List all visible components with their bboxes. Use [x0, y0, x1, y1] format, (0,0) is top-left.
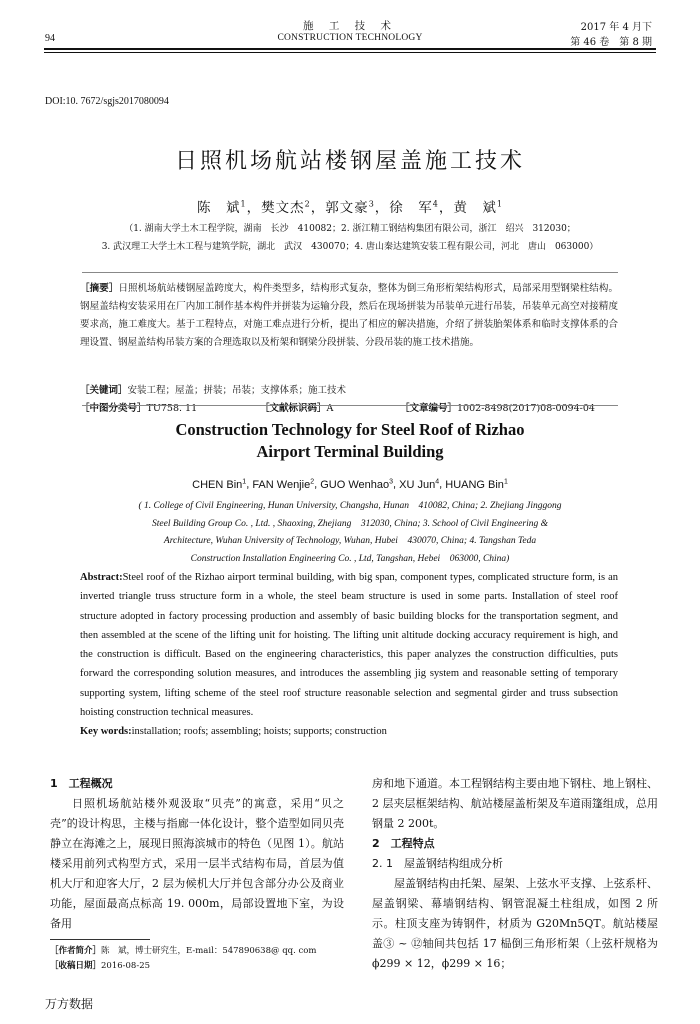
title-en — [0, 419, 700, 463]
affiliation-line: （1. 湖南大学土木工程学院，湖南 长沙 410082；2. 浙江精工钢结构集团有限公司，浙江 绍兴 312030； — [124, 224, 576, 234]
issue-date: 2017 年 4 月下 — [580, 22, 652, 33]
author-en: XU Jun$^4$ — [399, 478, 440, 491]
title-en-line: Construction Technology for Steel Roof of Rizhao — [175, 420, 525, 439]
received-date: 2016-08-25 — [101, 961, 151, 971]
author-cn: 樊文杰$^2$ — [261, 199, 311, 216]
doc-code-label: ［文献标识码］ — [260, 403, 327, 414]
keywords-en-label: Key words — [80, 726, 129, 738]
author-intro: 陈 斌，博士研究生，E-mail：547890638@ qq. com — [101, 946, 317, 956]
author-cn: 黄 斌$^1$ — [453, 199, 503, 216]
keywords-en: installation; roofs; assembling; hoists; supports; construction — [131, 726, 387, 738]
doc-code: A — [326, 403, 334, 414]
affiliation-en-line: Construction Installation Engineering Co. , Ltd, Tangshan, Hebei 063000, China) — [190, 553, 510, 564]
keywords-cn-label: ［关键词］ — [80, 385, 128, 396]
author-en: GUO Wenhao$^3$ — [320, 478, 394, 491]
body-column-left — [50, 774, 344, 934]
author-cn: 陈 斌$^1$ — [197, 199, 247, 216]
article-no-label: ［文章编号］ — [400, 403, 458, 414]
footnote-rule — [50, 939, 150, 940]
abstract-en-label: Abstract — [80, 572, 120, 583]
author-en: HUANG Bin$^1$ — [445, 478, 508, 491]
clc-number: TU758. 11 — [146, 403, 198, 414]
header-rule-thin — [44, 52, 656, 53]
journal-title-cn: 施 工 技 术 — [302, 20, 397, 32]
received-date-label: ［收稿日期］ — [50, 961, 102, 971]
section-heading: 1 工程概况 — [50, 777, 113, 790]
header-rule — [44, 48, 656, 50]
author-en: CHEN Bin$^1$ — [192, 478, 247, 491]
volume-issue: 第 46 卷 第 8 期 — [570, 37, 652, 48]
body-paragraph: 房和地下通道。本工程钢结构主要由地下钢柱、地上钢柱、2 层夹层框架结构、航站楼屋盖桁架及车道雨篷组成，总用钢量 2 200t。 — [372, 777, 658, 830]
page-number: 94 — [45, 33, 55, 44]
author-cn: 徐 军$^4$ — [389, 199, 439, 216]
affiliations-en — [75, 498, 625, 568]
affiliation-en-line: ( 1. College of Civil Engineering, Hunan University, Changsha, Hunan 410082, China; 2. Zhejiang Jinggong — [138, 501, 562, 511]
abstract-cn-label: ［摘要］ — [80, 283, 119, 294]
authors-en: CHEN Bin$^1$, FAN Wenjie$^2$, GUO Wenhao$^3$, XU Jun$^4$, HUANG Bin$^1$ — [192, 478, 508, 491]
doi: DOI:10. 7672/sgjs2017080094 — [45, 96, 169, 107]
abstract-cn — [80, 280, 618, 352]
author-en: FAN Wenjie$^2$ — [252, 478, 315, 491]
body-column-right — [372, 774, 658, 974]
abstract-cn-text: 日照机场航站楼钢屋盖跨度大，构件类型多，结构形式复杂，整体为倒三角形桁架结构形式，局部采用型钢梁柱结构。钢屋盖结构安装采用在厂内加工制作基本构件并拼装为运输分段，然后在现场拼装为吊装单元进行吊装，吊装单元高空对接精度要求高，施工难度大。基于工程特点，对施工难点进行分析，提出了相应的解决措施，介绍了拼装胎架体系和临时支撑体系的合理设置、钢屋盖结构吊装方案的合理选取以及桁架和钢梁分段拼装、分段吊装的施工技术措施。 — [80, 283, 618, 348]
keywords-block-cn — [80, 382, 618, 418]
article-no: 1002-8498(2017)08-0094-04 — [457, 403, 595, 414]
abstract-bottom-rule — [82, 405, 618, 406]
clc-label: ［中图分类号］ — [80, 403, 147, 414]
abstract-top-rule — [82, 272, 618, 273]
authors-cn: 陈 斌$^1$，樊文杰$^2$，郭文豪$^3$，徐 军$^4$，黄 斌$^1$ — [197, 199, 503, 216]
footnote — [50, 944, 316, 974]
author-intro-label: ［作者简介］ — [50, 946, 102, 956]
subsection-heading: 2. 1 屋盖钢结构组成分析 — [372, 857, 503, 870]
author-cn: 郭文豪$^3$ — [325, 199, 375, 216]
title-cn: 日照机场航站楼钢屋盖施工技术 — [174, 149, 525, 174]
body-paragraph: 屋盖钢结构由托架、屋架、上弦水平支撑、上弦系杆、屋盖钢梁、幕墙钢结构、钢管混凝土柱组成，如图 2 所示。柱顶支座为铸钢件，材质为 G20Mn5QT。航站楼屋盖③ ~ ⑫轴间共包括 17 榀倒三角形桁架（上弦杆规格为 ϕ299 × 12，ϕ299 × 16； — [372, 877, 658, 970]
body-paragraph: 日照机场航站楼外观汲取“贝壳”的寓意，采用“贝之壳”的设计构思，主楼与指廊一体化设计，整个造型如同贝壳静立在海滩之上，展现日照海滨城市的特色（见图 1）。航站楼采用前列式构型方式，采用一层半式结构布局，首层为值机大厅和迎客大厅，2 层为候机大厅并包含部分办公及商业功能，屋面最高点标高 19. 000m，局部设置地下室，为设备用 — [50, 797, 344, 930]
keywords-cn: 安装工程；屋盖；拼装；吊装；支撑体系；施工技术 — [127, 385, 347, 396]
section-heading: 2 工程特点 — [372, 837, 435, 850]
watermark: 万方数据 — [45, 997, 94, 1011]
affiliation-line: 3. 武汉理工大学土木工程与建筑学院，湖北 武汉 430070；4. 唐山秦达建筑安装工程有限公司，河北 唐山 063000） — [101, 242, 599, 252]
abstract-en: Abstract:Steel roof of the Rizhao airport terminal building, with big span, component types, complicated structure form, is an inverted triangle truss structure form in a whole, the steel beam structure is used in some parts. Installation of steel roof structure adopted in factory processing production and assembly of basic building blocks for the transportation segment, and then assembled at the scene of the lifting unit for hoisting. The lifting unit altitude docking accuracy requirement is high, and the construction is difficult. Based on the engineering characteristics, this paper analyzes the construction difficulties, puts forward the corresponding solution measures, and introduces the assembling jig system and reasonable setting of temporary supporting system, lifting scheme of the steel roof structure reasonable selection and segmental girder and truss subsection hoisting construction technical measures. Key words:installation; roofs; assembling; hoists; supports; construction — [80, 572, 618, 738]
affiliation-en-line: Steel Building Group Co. , Ltd. , Shaoxing, Zhejiang 312030, China; 3. School of Civil Engineering & — [152, 518, 548, 529]
affiliation-en-line: Architecture, Wuhan University of Technology, Wuhan, Hubei 430070, China; 4. Tangshan Teda — [163, 536, 537, 546]
affiliations-cn — [60, 220, 640, 256]
title-en-line: Airport Terminal Building — [256, 442, 444, 461]
journal-title-en: CONSTRUCTION TECHNOLOGY — [277, 33, 423, 43]
abstract-en-text: Steel roof of the Rizhao airport terminal building, with big span, component types, complicated structure form, is an inverted triangle truss structure form in a whole, the steel beam structure is used in some parts. Installation of steel roof structure adopted in factory processing production and assembly of basic building blocks for the transportation segment, and then assembled at the scene of the lifting unit for hoisting. The lifting unit altitude docking accuracy requirement is high, and the construction is difficult. Based on the engineering characteristics, this paper analyzes the construction difficulties, puts forward the corresponding solution measures, and introduces the assembling jig system and reasonable setting of temporary supporting system, lifting scheme of the steel roof structure reasonable selection and segmental girder and truss subsection hoisting construction technical measures. — [80, 572, 618, 719]
